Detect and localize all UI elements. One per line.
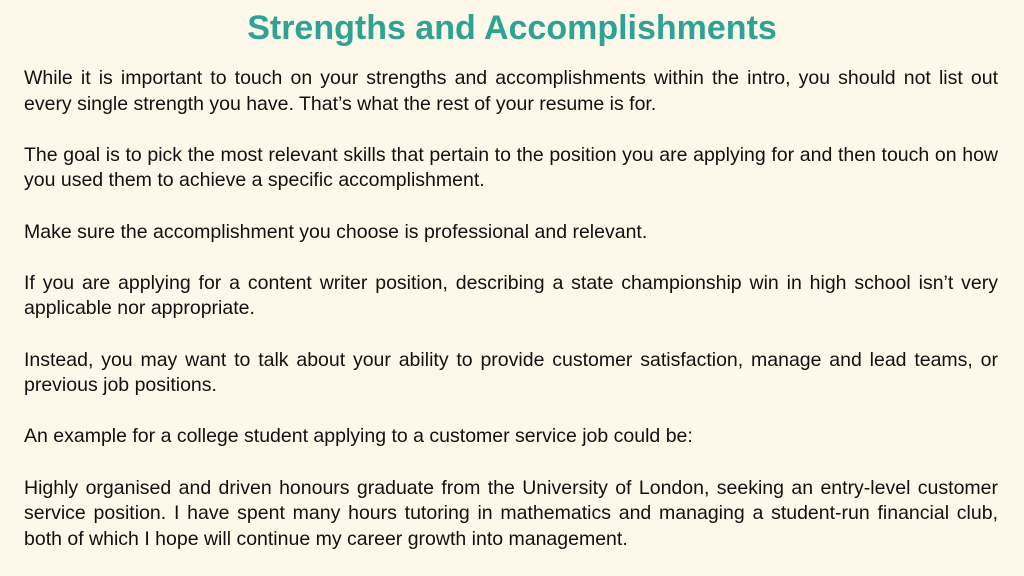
paragraph-example-text: Highly organised and driven honours graduate from the University of London, seeking an entry-level customer service position. I have spent many hours tutoring in mathematics and managing a student-run financial club, both of which I hope will continue my career growth into management. [24, 476, 998, 550]
paragraph-example-bad: If you are applying for a content writer position, describing a state championship win in high school isn’t very applicable nor appropriate. [24, 271, 998, 320]
paragraph-example-intro: An example for a college student applying to a customer service job could be: [24, 425, 693, 448]
slide-body [24, 66, 998, 552]
paragraph-instead: Instead, you may want to talk about your ability to provide customer satisfaction, manage and lead teams, or previous job positions. [24, 348, 998, 397]
paragraph-intro: While it is important to touch on your strengths and accomplishments within the intro, you should not list out every single strength you have. That’s what the rest of your resume is for. [24, 67, 998, 115]
paragraph-relevance: Make sure the accomplishment you choose is professional and relevant. [24, 220, 648, 243]
paragraph-goal: The goal is to pick the most relevant skills that pertain to the position you are applying for and then touch on how you used them to achieve a specific accomplishment. [24, 143, 998, 192]
slide-title: Strengths and Accomplishments [247, 9, 777, 47]
